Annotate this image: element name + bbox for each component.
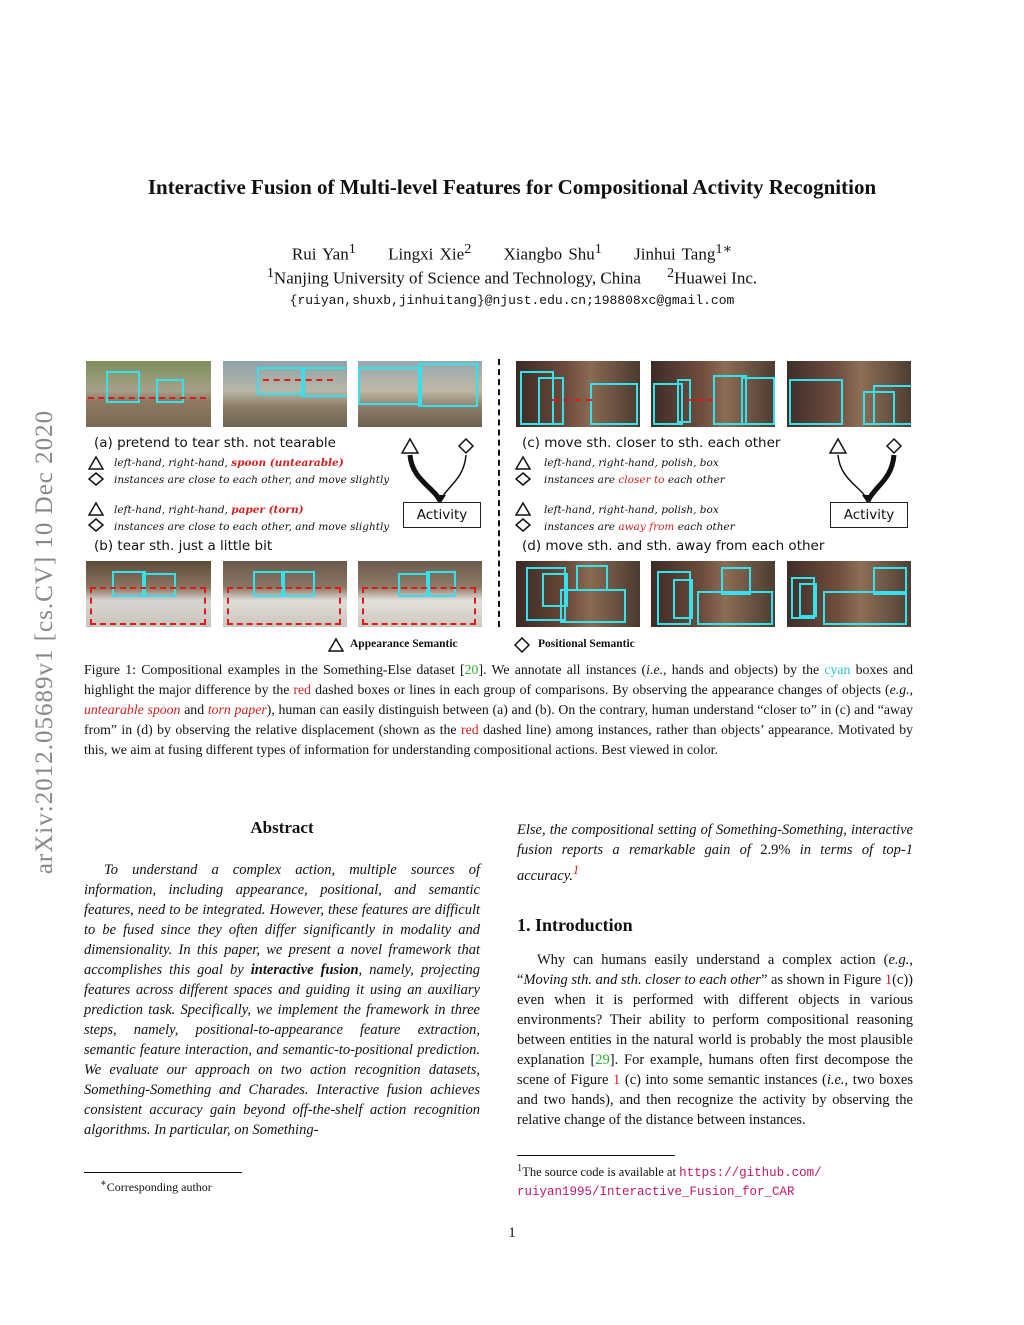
abstract-text: Else, the compositional setting of Something-Something, interactive fusion reports a remarkable gain of xyxy=(517,822,913,858)
fusion-arrows-right xyxy=(822,435,912,505)
footnote-link[interactable]: 1 xyxy=(572,863,580,877)
panel-c-pre: instances are xyxy=(544,474,616,486)
panel-c-red: closer to xyxy=(618,474,665,486)
footnote-text: Corresponding author xyxy=(106,1180,212,1194)
caption-red-word: red xyxy=(461,722,479,737)
caption-text: dashed line) among instances, rather than objects’ appearance. Motivated by this, we aim at fusing different types of information for understanding compositional actions. Best viewed in color. xyxy=(84,722,913,757)
citation-link[interactable]: 29 xyxy=(595,1052,610,1068)
legend-positional: Positional Semantic xyxy=(538,638,635,650)
panel-d-red: away from xyxy=(618,521,675,533)
caption-text: , hands and objects) by the xyxy=(663,662,820,677)
caption-spoon: untearable spoon xyxy=(84,702,181,717)
legend-triangle-icon xyxy=(328,637,344,653)
footnote-mark: 1 xyxy=(517,1163,523,1174)
appearance-triangle-icon xyxy=(515,455,531,487)
intro-text: ]. For example, humans often first decompose the scene of Figure xyxy=(517,1052,913,1088)
abstract-heading: Abstract xyxy=(250,818,314,837)
abstract-continued xyxy=(517,820,913,886)
panel-a-line1 xyxy=(114,457,344,469)
photo-d1 xyxy=(516,561,640,627)
photo-b3 xyxy=(358,561,482,627)
intro-heading: 1. Introduction xyxy=(517,915,633,935)
panel-b-line1 xyxy=(114,504,304,516)
photo-b2 xyxy=(223,561,347,627)
figure-1 xyxy=(84,355,914,655)
footnote-left xyxy=(100,1178,212,1195)
author-name: Lingxi Xie xyxy=(388,244,465,264)
author-name: Rui Yan xyxy=(291,244,349,264)
affiliations xyxy=(0,265,1024,289)
author-name: Xiangbo Shu xyxy=(503,244,595,264)
abstract-text: in terms of top-1 accuracy. xyxy=(517,842,913,884)
appearance-triangle-icon xyxy=(515,501,531,533)
caption-text: ), human can easily distinguish between (a) and (b). On the contrary, human understand “closer to” in (c) and “away from” in (d) by observing the relative displacement (shown as the xyxy=(84,702,914,737)
photo-d3 xyxy=(787,561,911,627)
panel-a-red-object: spoon (untearable) xyxy=(231,457,344,469)
abstract-gain: 2.9% xyxy=(760,842,791,858)
photo-c3 xyxy=(787,361,911,427)
abstract-text: To understand a complex action, multiple sources of information, including appearance, positional, and semantic features, need to be integrated. However, these features are difficult to be fused since they often differ significantly in modality and dimensionality. In this paper, we present a novel framework that accomplishes this goal by xyxy=(84,862,480,978)
intro-quote: Moving sth. and sth. closer to each other xyxy=(523,972,761,988)
panel-d-pre: instances are xyxy=(544,521,616,533)
appearance-triangle-icon xyxy=(88,455,104,487)
caption-cyan-word: cyan xyxy=(824,662,851,677)
appearance-triangle-icon xyxy=(88,501,104,533)
affil-sup: 1 xyxy=(266,265,274,281)
figure-link[interactable]: 1 xyxy=(884,972,893,988)
panel-d-line1: left-hand, right-hand, polish, box xyxy=(544,504,719,516)
panel-b-red-object: paper (torn) xyxy=(231,504,304,516)
legend-diamond-icon xyxy=(514,637,530,653)
activity-box-left: Activity xyxy=(403,502,481,528)
photo-c1 xyxy=(516,361,640,427)
intro-text: , two boxes and two hands), and then recognize the activity by observing the relative change of the distance between instances. xyxy=(517,1072,914,1128)
caption-text: and xyxy=(184,702,205,717)
figure-divider xyxy=(498,359,500,627)
panel-c-post: each other xyxy=(667,474,725,486)
caption-text: dashed boxes or lines in each group of comparisons. By observing the appearance changes of objects ( xyxy=(315,682,890,697)
photo-d2 xyxy=(651,561,775,627)
panel-a-title: (a) pretend to tear sth. not tearable xyxy=(94,435,336,451)
page-number: 1 xyxy=(508,1225,516,1241)
affil-2: Huawei Inc. xyxy=(674,268,758,288)
intro-body xyxy=(517,950,913,1130)
footnote-rule-left xyxy=(84,1172,242,1173)
code-url-link[interactable]: ruiyan1995/Interactive_Fusion_for_CAR xyxy=(517,1185,795,1200)
photo-a1 xyxy=(86,361,211,427)
panel-b-line2: instances are close to each other, and move slightly xyxy=(114,521,390,533)
figure-caption xyxy=(84,660,913,760)
caption-text: Figure 1: Compositional examples in the Something-Else dataset [ xyxy=(84,662,465,677)
fusion-arrows-left xyxy=(394,435,484,505)
intro-text: e.g. xyxy=(888,952,910,968)
intro-text: i.e. xyxy=(826,1072,845,1088)
intro-text: (c) into some semantic instances ( xyxy=(624,1072,827,1088)
legend-appearance: Appearance Semantic xyxy=(350,638,458,650)
author-emails: {ruiyan,shuxb,jinhuitang}@njust.edu.cn;198808xc@gmail.com xyxy=(289,293,735,308)
citation-link[interactable]: 20 xyxy=(464,662,479,677)
intro-text: (c)) even when it is performed with different objects in various environments? Their ability to perform compositional reasoning between entities in the natural world is probably the most plausible explanation [ xyxy=(517,972,913,1068)
panel-b-objects: left-hand, right-hand, xyxy=(114,504,228,516)
photo-a3 xyxy=(358,361,482,427)
caption-text: i.e. xyxy=(646,662,664,677)
intro-text: , “ xyxy=(517,952,913,988)
activity-box-right: Activity xyxy=(830,502,908,528)
author-sup: 1 xyxy=(594,241,602,257)
intro-text: ” as shown in Figure xyxy=(760,972,882,988)
affil-1: Nanjing University of Science and Technology, China xyxy=(273,268,641,288)
author-sup: 1∗ xyxy=(715,241,733,257)
panel-c-line1: left-hand, right-hand, polish, box xyxy=(544,457,719,469)
footnote-rule-right xyxy=(517,1155,675,1156)
photo-c2 xyxy=(651,361,775,427)
footnote-text: The source code is available at xyxy=(522,1165,676,1180)
author-name: Jinhui Tang xyxy=(634,244,716,264)
intro-text: Why can humans easily understand a complex action ( xyxy=(537,952,889,968)
panel-b-title: (b) tear sth. just a little bit xyxy=(94,538,273,554)
footnote-right xyxy=(517,1160,913,1201)
footnote-mark: ∗ xyxy=(100,1178,107,1189)
caption-red-word: red xyxy=(293,682,312,697)
panel-d-line2 xyxy=(544,521,735,533)
photo-a2 xyxy=(223,361,347,427)
caption-text: , xyxy=(909,682,914,697)
panel-a-line2: instances are close to each other, and move slightly xyxy=(114,474,390,486)
panel-d-post: each other xyxy=(677,521,735,533)
author-list xyxy=(0,241,1024,265)
panel-d-title: (d) move sth. and sth. away from each other xyxy=(522,538,825,554)
author-sup: 2 xyxy=(464,241,472,257)
arxiv-stamp: arXiv:2012.05689v1 [cs.CV] 10 Dec 2020 xyxy=(31,409,58,875)
caption-text: ]. We annotate all instances ( xyxy=(478,662,647,677)
affil-sup: 2 xyxy=(666,265,675,281)
caption-text: e.g. xyxy=(889,682,910,697)
photo-b1 xyxy=(86,561,211,627)
caption-text: boxes and highlight the major difference by the xyxy=(84,662,914,697)
author-sup: 1 xyxy=(348,241,356,257)
abstract-body xyxy=(84,860,480,1140)
code-url-link[interactable]: https://github.com/ xyxy=(679,1166,822,1181)
abstract-text: , namely, projecting features across different spaces and guiding it using an auxiliary prediction task. Specifically, we implement the framework in three steps, namely, positional-to-appearance feature extraction, semantic feature interaction, and semantic-to-positional prediction. We evaluate our approach on two action recognition datasets, Something-Something and Charades. Interactive fusion achieves consistent accuracy gain beyond off-the-shelf action recognition algorithms. In particular, on Something- xyxy=(84,962,481,1138)
caption-paper: torn paper xyxy=(207,702,267,717)
abstract-bold: interactive fusion xyxy=(250,962,359,978)
paper-title: Interactive Fusion of Multi-level Features for Compositional Activity Recognition xyxy=(147,175,877,199)
panel-c-line2 xyxy=(544,474,725,486)
figure-link[interactable]: 1 xyxy=(613,1072,621,1088)
panel-c-title: (c) move sth. closer to sth. each other xyxy=(522,435,781,451)
panel-a-objects: left-hand, right-hand, xyxy=(114,457,228,469)
